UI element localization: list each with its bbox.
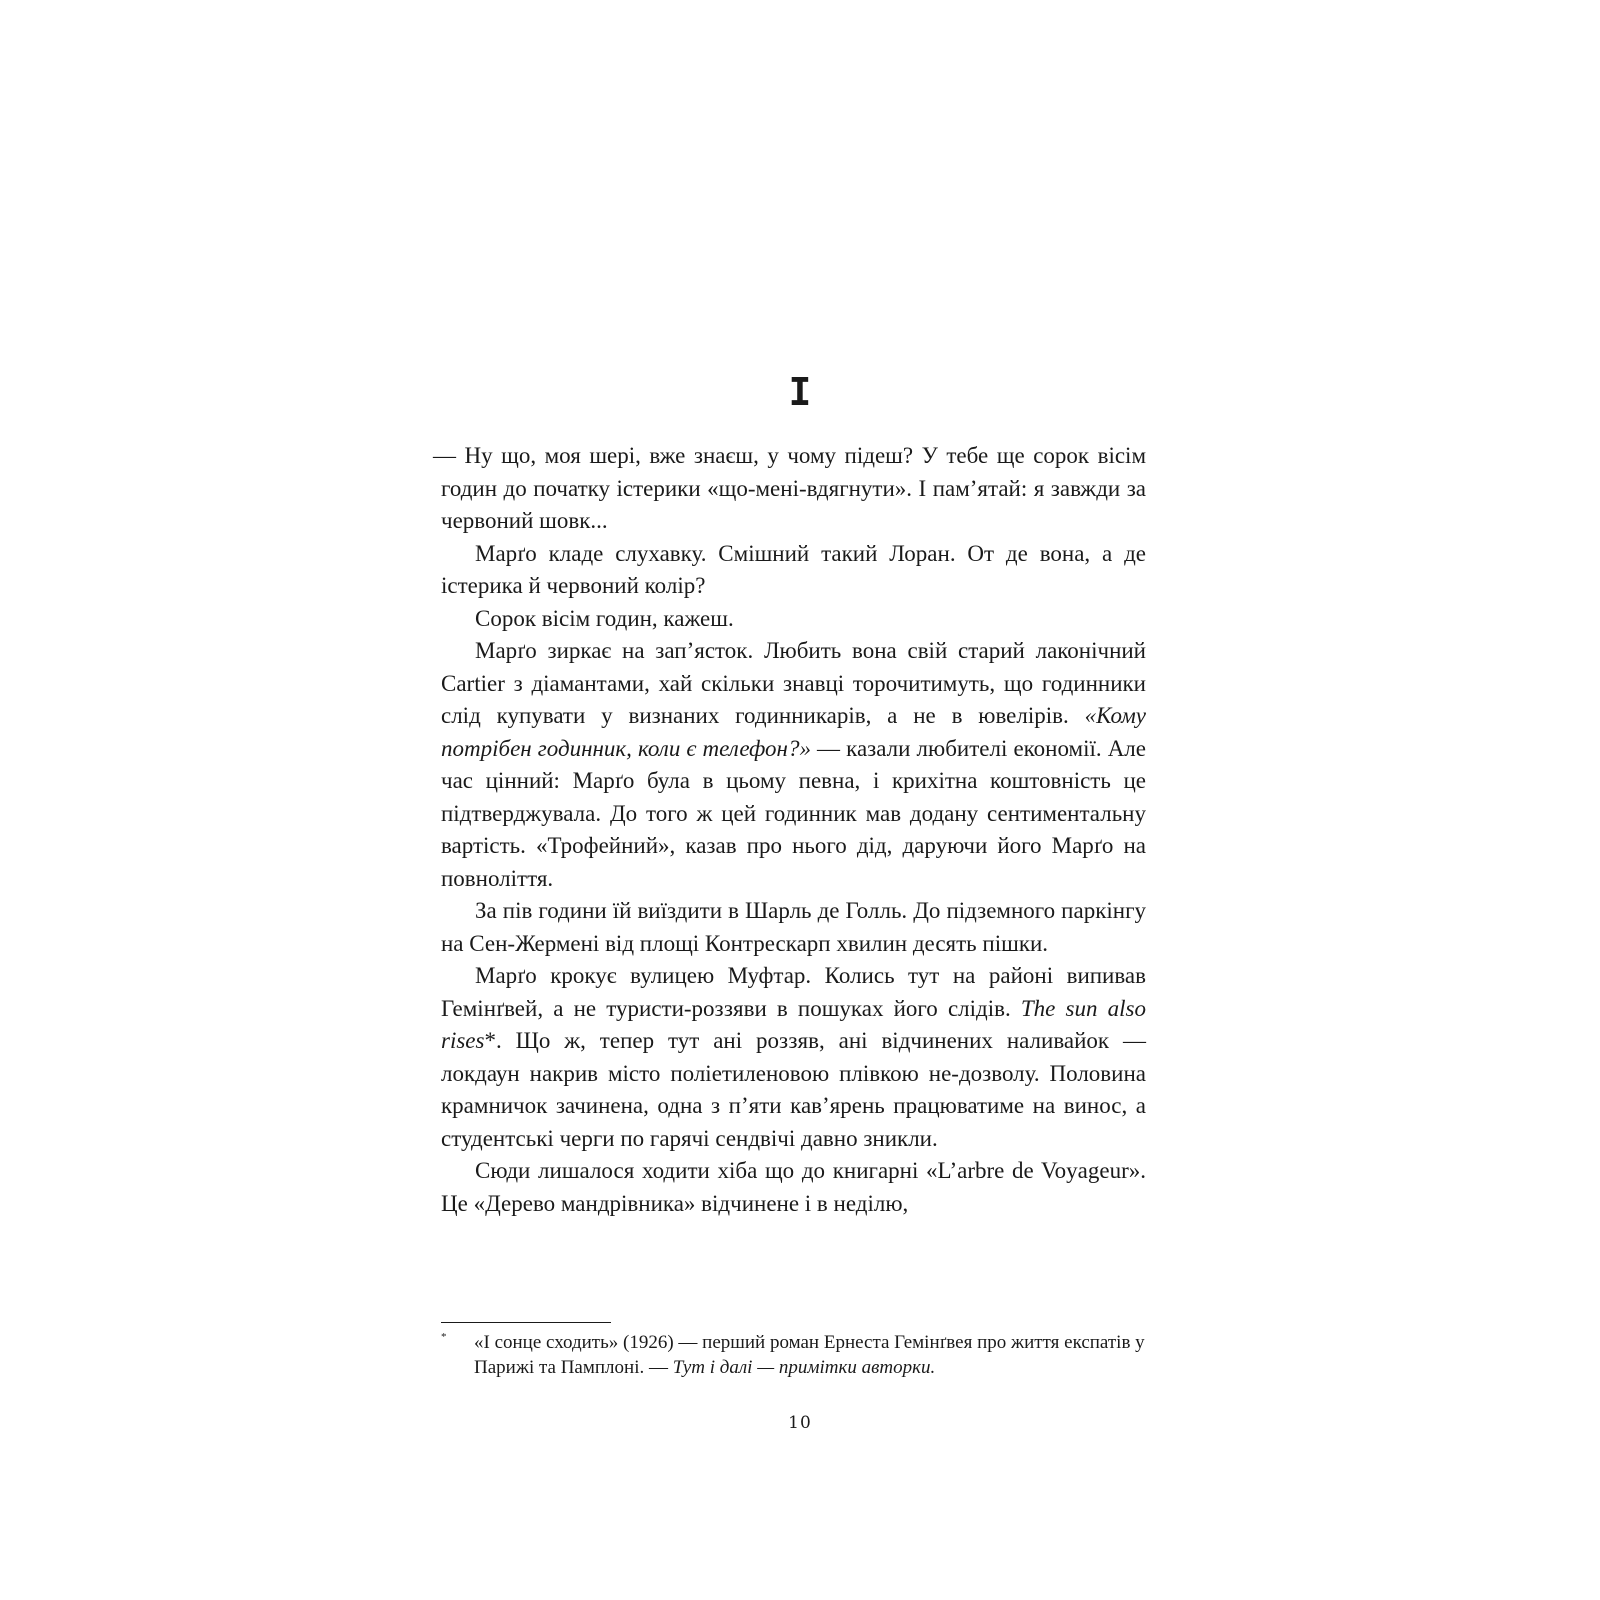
- paragraph-6-after: *. Що ж, тепер тут ані роззяв, ані відчинених наливайок — локдаун накрив місто поліетиленовою плівкою не-дозволу. Половина крамничок зачинена, одна з п’яти кав’ярень працюватиме на винос, а студентські черги по гарячі сендвічі давно зникли.: [441, 1028, 1146, 1151]
- paragraph-7: Сюди лишалося ходити хіба що до книгарні «L’arbre de Voyageur». Це «Дерево мандрівника» відчинене і в неділю,: [441, 1158, 1146, 1216]
- paragraph-6-before: Марґо крокує вулицею Муфтар. Колись тут на районі випивав Гемінґвей, а не туристи-роззяви в пошуках його слідів.: [441, 963, 1146, 1021]
- footnote: [441, 1330, 1146, 1380]
- paragraph-4-quote: «Кому потрібен годинник, коли є телефон?»: [441, 703, 1146, 761]
- footnote-divider: [441, 1322, 611, 1323]
- footnote-text: [474, 1330, 1146, 1380]
- paragraph-2: Марґо кладе слухавку. Смішний такий Лоран. От де вона, а де істерика й червоний колір?: [441, 540, 1146, 598]
- page-number: 10: [788, 1413, 812, 1433]
- paragraph-5: За пів години їй виїздити в Шарль де Голль. До підземного паркінгу на Сен-Жермені від площі Контрескарп хвилин десять пішки.: [441, 898, 1146, 956]
- chapter-number: I: [788, 370, 812, 414]
- footnote-body: «І сонце сходить» (1926) — перший роман Ернеста Гемінґвея про життя експатів у Парижі та Памплоні. —: [474, 1332, 1145, 1378]
- footnote-note: Тут і далі — примітки авторки.: [672, 1357, 936, 1378]
- body-text: [433, 440, 1146, 1220]
- paragraph-6-book-title: The sun also rises: [441, 995, 1146, 1053]
- footnote-marker: *: [441, 1331, 447, 1343]
- paragraph-4-before: Марґо зиркає на зап’ясток. Любить вона свій старий лаконічний Cartier з діамантами, хай скільки знавці торочитимуть, що годинники слід купувати у визнаних годинникарів, а не в ювелірів.: [441, 638, 1146, 728]
- paragraph-1: — Ну що, моя шері, вже знаєш, у чому підеш? У тебе ще сорок вісім годин до початку істерики «що-мені-вдягнути». І пам’ятай: я завжди за червоний шовк...: [433, 443, 1146, 533]
- paragraph-6: [441, 960, 1146, 1155]
- paragraph-4-after: — казали любителі економії. Але час цінний: Марґо була в цьому певна, і крихітна коштовність це підтверджувала. До того ж цей годинник мав додану сентиментальну вартість. «Трофейний», казав про нього дід, даруючи його Марґо на повноліття.: [441, 735, 1146, 891]
- paragraph-4: [441, 635, 1146, 895]
- paragraph-3: Сорок вісім годин, кажеш.: [475, 605, 734, 631]
